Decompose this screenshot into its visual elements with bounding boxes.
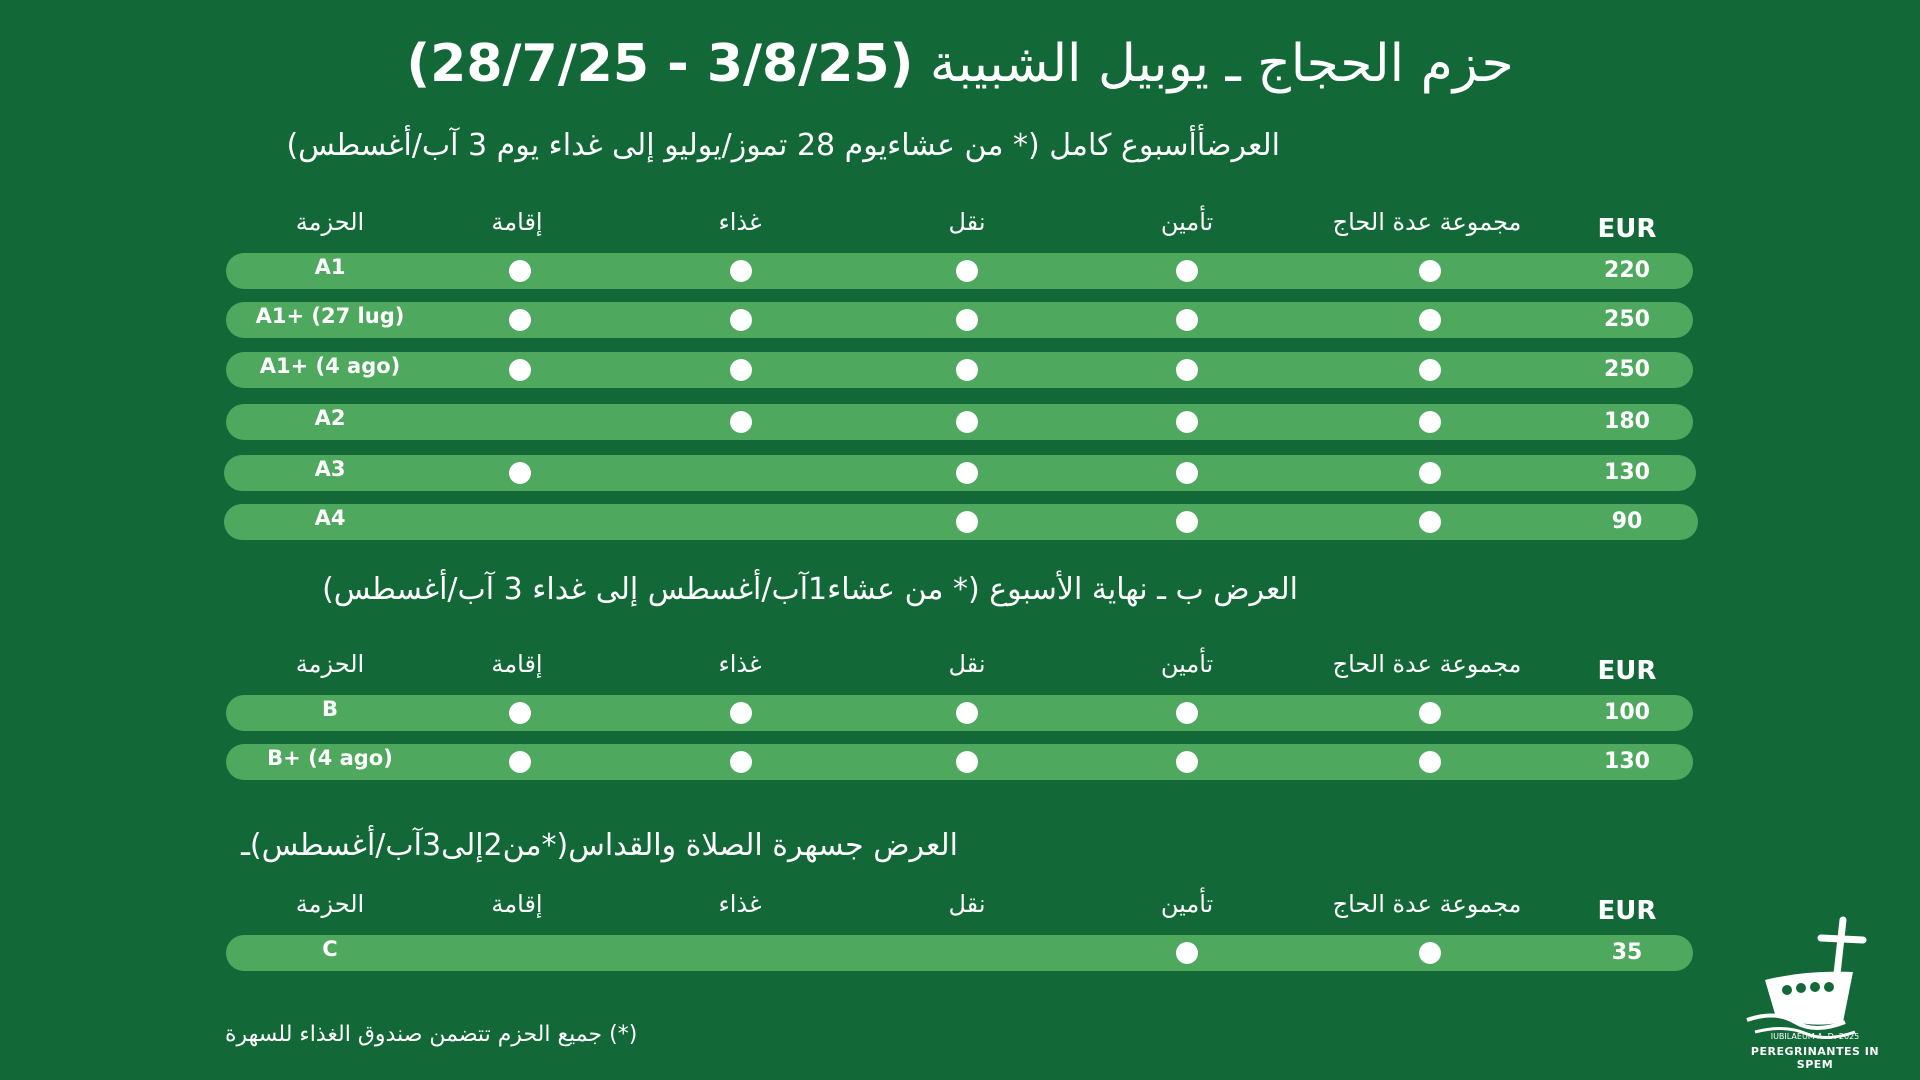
- price: 180: [1604, 409, 1650, 434]
- header-insurance: تأمين: [1160, 890, 1214, 918]
- insurance-included-dot: [1176, 260, 1198, 282]
- header-meals: غذاء: [718, 650, 762, 678]
- package-name: B+ (4 ago): [267, 746, 393, 770]
- accommodation-included-dot: [509, 260, 531, 282]
- header-transport: نقل: [948, 208, 986, 236]
- logo-caption-small: IUBILAEUM A. D. 2025: [1770, 1032, 1860, 1041]
- insurance-included-dot: [1176, 751, 1198, 773]
- header-transport: نقل: [948, 890, 986, 918]
- insurance-included-dot: [1176, 702, 1198, 724]
- offer-a-heading: العرضأأسبوع كامل (* من عشاءيوم 28 تموز/يوليو إلى غداء يوم 3 آب/أغسطس): [286, 128, 1280, 163]
- package-name: A3: [314, 457, 346, 481]
- transport-included-dot: [956, 411, 978, 433]
- header-insurance: تأمين: [1160, 650, 1214, 678]
- package-name: A1: [314, 255, 346, 279]
- table-row: [226, 935, 1693, 971]
- kit-included-dot: [1419, 511, 1441, 533]
- header-eur: EUR: [1597, 656, 1657, 686]
- accommodation-included-dot: [509, 462, 531, 484]
- kit-included-dot: [1419, 411, 1441, 433]
- meals-included-dot: [730, 359, 752, 381]
- price: 35: [1611, 940, 1643, 965]
- insurance-included-dot: [1176, 462, 1198, 484]
- kit-included-dot: [1419, 309, 1441, 331]
- package-name: A1+ (27 lug): [255, 304, 405, 328]
- transport-included-dot: [956, 309, 978, 331]
- header-accommodation: إقامة: [491, 208, 543, 236]
- header-meals: غذاء: [718, 208, 762, 236]
- offer-c-heading: العرض جسهرة الصلاة والقداس(*من2إلى3آب/أغسطس)ـ: [241, 828, 958, 863]
- header-insurance: تأمين: [1160, 208, 1214, 236]
- price: 250: [1604, 307, 1650, 332]
- accommodation-included-dot: [509, 309, 531, 331]
- transport-included-dot: [956, 462, 978, 484]
- price: 90: [1611, 509, 1643, 534]
- page-title: [0, 34, 1920, 94]
- header-accommodation: إقامة: [491, 890, 543, 918]
- offer-b-heading: العرض ب ـ نهاية الأسبوع (* من عشاء1آب/أغسطس إلى غداء 3 آب/أغسطس): [322, 572, 1298, 607]
- package-name: A4: [314, 506, 346, 530]
- header-kit: مجموعة عدة الحاج: [1332, 890, 1522, 918]
- kit-included-dot: [1419, 751, 1441, 773]
- footnote: (*) جميع الحزم تتضمن صندوق الغذاء للسهرة: [225, 1022, 638, 1047]
- transport-included-dot: [956, 511, 978, 533]
- price: 130: [1604, 460, 1650, 485]
- kit-included-dot: [1419, 942, 1441, 964]
- kit-included-dot: [1419, 702, 1441, 724]
- price: 250: [1604, 357, 1650, 382]
- title-dates: (3/8/25 - 28/7/25): [406, 34, 914, 94]
- kit-included-dot: [1419, 462, 1441, 484]
- insurance-included-dot: [1176, 309, 1198, 331]
- package-name: A1+ (4 ago): [259, 354, 401, 378]
- header-package: الحزمة: [295, 650, 365, 678]
- accommodation-included-dot: [509, 702, 531, 724]
- insurance-included-dot: [1176, 411, 1198, 433]
- kit-included-dot: [1419, 359, 1441, 381]
- meals-included-dot: [730, 260, 752, 282]
- accommodation-included-dot: [509, 751, 531, 773]
- insurance-included-dot: [1176, 511, 1198, 533]
- insurance-included-dot: [1176, 359, 1198, 381]
- meals-included-dot: [730, 411, 752, 433]
- package-name: C: [322, 937, 338, 961]
- meals-included-dot: [730, 309, 752, 331]
- price: 220: [1604, 258, 1650, 283]
- transport-included-dot: [956, 359, 978, 381]
- header-meals: غذاء: [718, 890, 762, 918]
- header-kit: مجموعة عدة الحاج: [1332, 208, 1522, 236]
- header-eur: EUR: [1597, 214, 1657, 244]
- header-package: الحزمة: [295, 890, 365, 918]
- price: 130: [1604, 749, 1650, 774]
- header-transport: نقل: [948, 650, 986, 678]
- header-accommodation: إقامة: [491, 650, 543, 678]
- meals-included-dot: [730, 702, 752, 724]
- header-package: الحزمة: [295, 208, 365, 236]
- title-text: حزم الحجاج ـ يوبيل الشبيبة: [929, 34, 1514, 94]
- logo-caption: PEREGRINANTES IN SPEM: [1750, 1045, 1880, 1071]
- transport-included-dot: [956, 702, 978, 724]
- transport-included-dot: [956, 751, 978, 773]
- header-eur: EUR: [1597, 896, 1657, 926]
- insurance-included-dot: [1176, 942, 1198, 964]
- package-name: B: [321, 697, 339, 721]
- kit-included-dot: [1419, 260, 1441, 282]
- price: 100: [1604, 700, 1650, 725]
- package-name: A2: [314, 406, 346, 430]
- transport-included-dot: [956, 260, 978, 282]
- header-kit: مجموعة عدة الحاج: [1332, 650, 1522, 678]
- meals-included-dot: [730, 751, 752, 773]
- accommodation-included-dot: [509, 359, 531, 381]
